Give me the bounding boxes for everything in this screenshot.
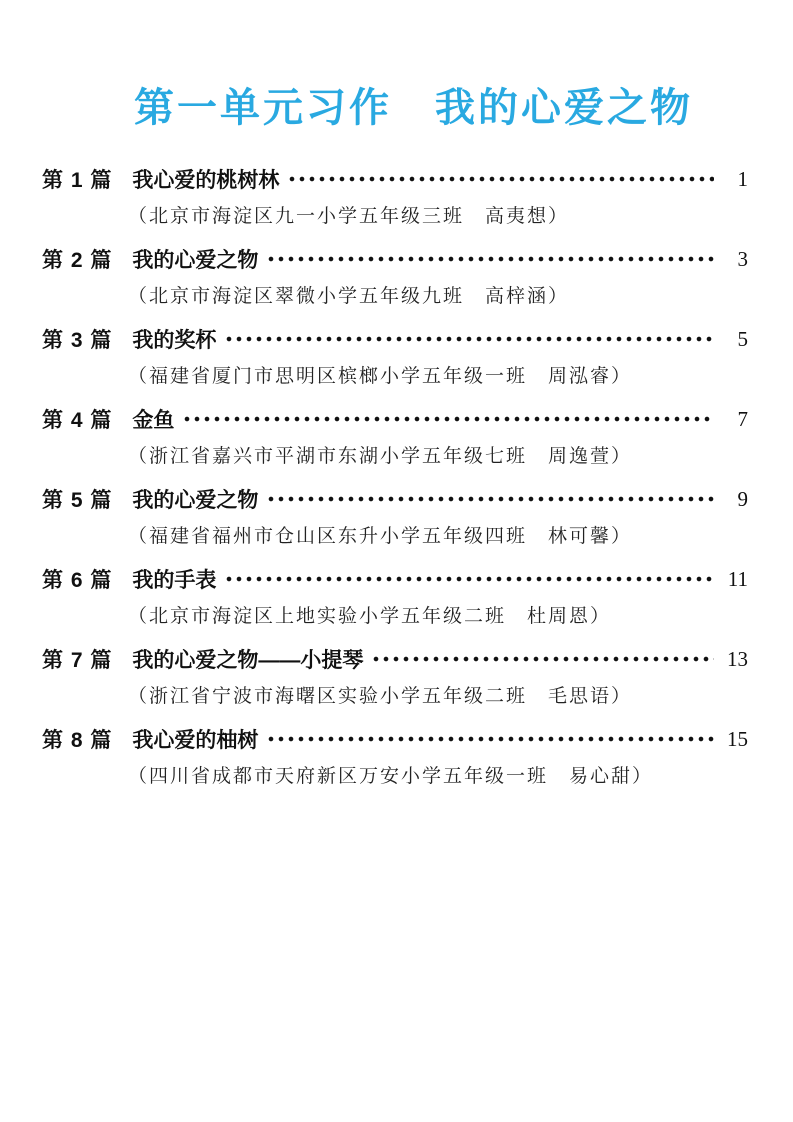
entry-label: 第 6 篇: [42, 569, 113, 592]
page-number: 13: [727, 646, 748, 671]
entry-label: 第 1 篇: [42, 169, 113, 192]
entry-byline: （北京市海淀区九一小学五年级三班 高夷想）: [128, 206, 570, 227]
page-number: 15: [727, 726, 748, 751]
toc-entry-5: [42, 479, 748, 559]
page-number: 5: [737, 326, 748, 351]
entry-label: 第 7 篇: [42, 649, 113, 672]
table-of-contents: [42, 159, 748, 799]
toc-entry-line: [42, 559, 748, 599]
toc-entry-8: [42, 719, 748, 799]
dot-leader: [264, 239, 714, 279]
dot-leader: [222, 559, 714, 599]
dot-leader: [285, 159, 714, 199]
entry-title: 我心爱的柚树: [132, 729, 259, 752]
dot-leader: [264, 479, 714, 519]
entry-title: 我的心爱之物: [132, 249, 259, 272]
toc-entry-6: [42, 559, 748, 639]
entry-label: 第 5 篇: [42, 489, 113, 512]
dot-leader: [264, 719, 714, 759]
entry-label: 第 3 篇: [42, 329, 113, 352]
entry-byline: （浙江省宁波市海曙区实验小学五年级二班 毛思语）: [128, 686, 633, 707]
unit-title: 第一单元习作 我的心爱之物: [134, 86, 693, 130]
entry-label: 第 4 篇: [42, 409, 113, 432]
entry-byline: （四川省成都市天府新区万安小学五年级一班 易心甜）: [128, 766, 654, 787]
toc-entry-line: [42, 479, 748, 519]
toc-entry-line: [42, 159, 748, 199]
page-number: 1: [737, 166, 748, 191]
page-number: 11: [727, 566, 748, 591]
entry-title: 我心爱的桃树林: [132, 169, 280, 192]
dot-leader: [180, 399, 714, 439]
page-number: 9: [737, 486, 748, 511]
entry-title: 我的心爱之物——小提琴: [132, 649, 364, 672]
toc-entry-line: [42, 319, 748, 359]
entry-label: 第 8 篇: [42, 729, 113, 752]
entry-title: 我的奖杯: [132, 329, 217, 352]
page-number: 7: [737, 406, 748, 431]
dot-leader: [222, 319, 714, 359]
entry-byline: （浙江省嘉兴市平湖市东湖小学五年级七班 周逸萱）: [128, 446, 633, 467]
entry-title: 我的心爱之物: [132, 489, 259, 512]
entry-byline: （北京市海淀区上地实验小学五年级二班 杜周恩）: [128, 606, 612, 627]
toc-entry-4: [42, 399, 748, 479]
entry-byline: （福建省厦门市思明区槟榔小学五年级一班 周泓睿）: [128, 366, 633, 387]
entry-byline: （北京市海淀区翠微小学五年级九班 高梓涵）: [128, 286, 570, 307]
toc-entry-1: [42, 159, 748, 239]
entry-title: 我的手表: [132, 569, 217, 592]
page-number: 3: [737, 246, 748, 271]
toc-entry-2: [42, 239, 748, 319]
toc-entry-line: [42, 239, 748, 279]
toc-entry-line: [42, 399, 748, 439]
entry-title: 金鱼: [132, 409, 175, 432]
entry-label: 第 2 篇: [42, 249, 113, 272]
toc-entry-line: [42, 639, 748, 679]
toc-entry-line: [42, 719, 748, 759]
dot-leader: [369, 639, 714, 679]
toc-entry-3: [42, 319, 748, 399]
toc-entry-7: [42, 639, 748, 719]
entry-byline: （福建省福州市仓山区东升小学五年级四班 林可馨）: [128, 526, 633, 547]
